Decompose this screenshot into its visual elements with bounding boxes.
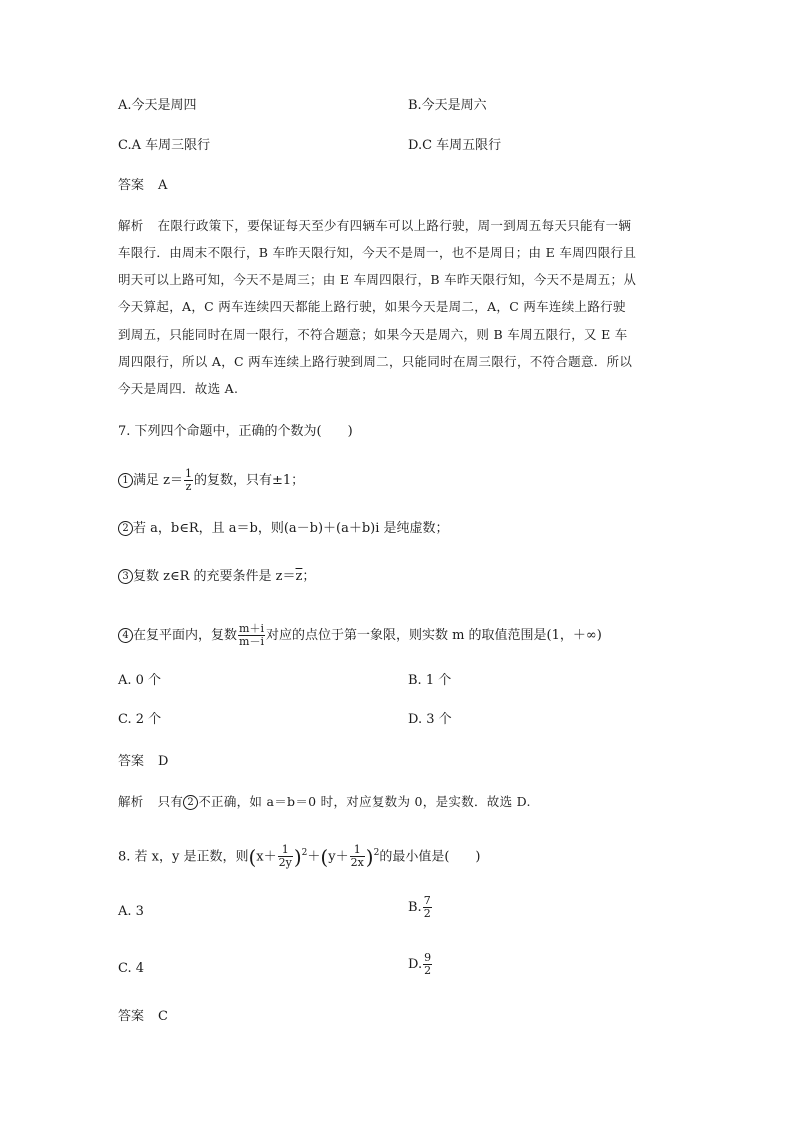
- q8-option-c: C. 4: [118, 961, 145, 976]
- fraction: $\frac{1}{2y}$: [278, 843, 292, 870]
- fraction: $\frac{7}{2}$: [423, 894, 431, 920]
- fraction: $\frac{1}{z}$: [184, 467, 192, 493]
- fraction: $\frac{9}{2}$: [424, 951, 432, 977]
- q6-option-b: B.今天是周六: [408, 98, 487, 113]
- q7-statement-3: 3 复数 z∈R 的充要条件是 $z=\overline{z}$；: [118, 568, 315, 586]
- circled-number: 3: [118, 569, 133, 584]
- q7-statement-2: 2 若 a，b∈R，且 a＝b，则(a－b)＋(a＋b)i 是纯虚数；: [118, 520, 449, 538]
- answer-label: 答案: [118, 1009, 145, 1024]
- q6-analysis-line-1: 解析 在限行政策下，要保证每天至少有四辆车可以上路行驶，周一到周五每天只能有一辆: [118, 218, 632, 233]
- q6-analysis-line-5: 到周五，只能同时在周一限行，不符合题意；如果今天是周六，则 B 车周五限行，又 E 车: [118, 327, 628, 342]
- q6-answer: [118, 177, 167, 195]
- q7-analysis: 解析 只有 2 不正确，如 a＝b＝0 时，对应复数为 0，是实数．故选 D.: [118, 794, 531, 809]
- circled-number: 2: [118, 521, 133, 536]
- q7-option-c: C. 2 个: [118, 712, 162, 727]
- q7-option-b: B. 1 个: [408, 673, 452, 688]
- q6-option-d: D.C 车周五限行: [408, 138, 502, 153]
- analysis-label: 解析: [118, 794, 144, 809]
- q8-option-d: D. $\frac{9}{2}$: [408, 951, 432, 977]
- q6-analysis-line-3: 明天可以上路可知，今天不是周三；由 E 车周四限行，B 车昨天限行知，今天不是周五；从: [118, 272, 637, 287]
- circled-number: 1: [118, 473, 133, 488]
- q6-analysis-line-2: 车限行．由周末不限行，B 车昨天限行知，今天不是周一，也不是周日；由 E 车周四限行且: [118, 245, 637, 260]
- fraction: $\frac{m+i}{m-i}$: [239, 622, 264, 648]
- q8-option-a: A. 3: [118, 904, 144, 919]
- q7-statement-1: 1 满足 z＝ $\frac{1}{z}$ 的复数，只有±1；: [118, 468, 304, 493]
- q6-analysis-line-6: 周四限行，所以 A，C 两车连续上路行驶到周二，只能同时在周三限行，不符合题意．所以: [118, 354, 633, 369]
- q8-answer: [118, 1008, 168, 1026]
- q8-option-b: B. $\frac{7}{2}$: [408, 894, 431, 920]
- q7-option-d: D. 3 个: [408, 712, 452, 727]
- q6-analysis-line-4: 今天算起，A，C 两车连续四天都能上路行驶，如果今天是周二，A，C 两车连续上路行驶: [118, 299, 626, 314]
- q7-statement-4: 4 在复平面内，复数 $\frac{m+i}{m-i}$ 对应的点位于第一象限，则实数 m 的取值范围是(1，＋∞): [118, 623, 602, 648]
- q8-stem: 8. 若 x，y 是正数，则(x＋ $\frac{1}{2y}$ )$^2$＋(y＋ $\frac{1}{2x}$ )$^2$的最小值是( ): [118, 843, 481, 870]
- answer-label: 答案: [118, 754, 145, 769]
- q6-option-a: A.今天是周四: [118, 98, 197, 113]
- q7-answer: [118, 753, 168, 771]
- fraction: $\frac{1}{2x}$: [350, 843, 364, 870]
- q6-option-c: C.A 车周三限行: [118, 138, 211, 153]
- answer-value: D: [158, 754, 169, 769]
- conjugate-z: $\overline{z}$: [295, 569, 303, 584]
- q7-stem: 7. 下列四个命题中，正确的个数为( ): [118, 424, 353, 439]
- q6-analysis-line-7: 今天是周四．故选 A.: [118, 381, 239, 396]
- answer-label: 答案: [118, 178, 145, 193]
- analysis-label: 解析: [118, 218, 144, 233]
- answer-value: C: [158, 1009, 168, 1024]
- circled-number: 2: [183, 795, 198, 810]
- answer-value: A: [158, 178, 168, 193]
- q7-option-a: A. 0 个: [118, 673, 162, 688]
- circled-number: 4: [118, 628, 133, 643]
